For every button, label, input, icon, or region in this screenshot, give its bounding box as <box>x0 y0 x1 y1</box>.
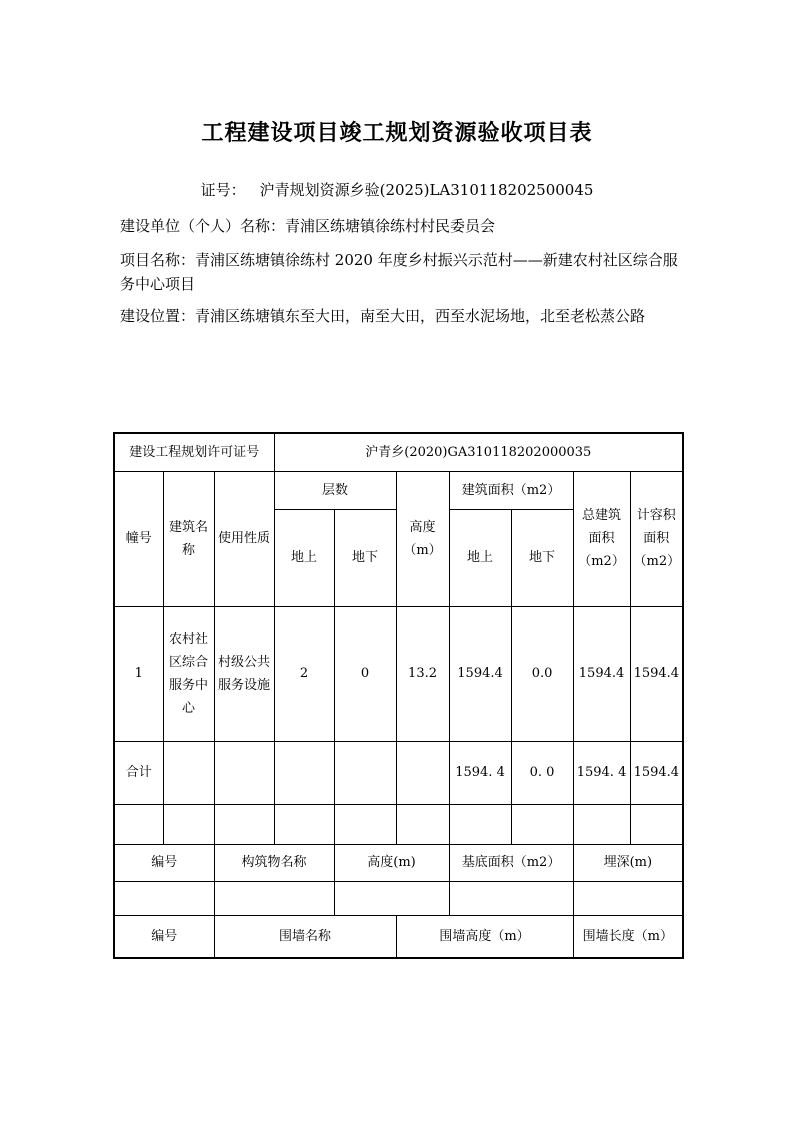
row-far-area: 1594.4 <box>630 606 683 741</box>
header-far-area: 计容积面积（m2） <box>630 471 683 606</box>
sum-area-below: 0. 0 <box>511 741 573 804</box>
blank-cell <box>630 804 683 844</box>
wall-header-height: 围墙高度（m） <box>396 915 573 958</box>
sum-total-area: 1594. 4 <box>573 741 630 804</box>
header-area: 建筑面积（m2） <box>449 471 573 509</box>
wall-header-name: 围墙名称 <box>214 915 396 958</box>
certificate-number <box>0 179 794 200</box>
certificate-value: 沪青规划资源乡验(2025)LA310118202500045 <box>259 181 594 199</box>
document-title: 工程建设项目竣工规划资源验收项目表 <box>201 120 593 146</box>
struct-header-depth: 埋深(m) <box>573 844 683 881</box>
wall-header-no: 编号 <box>114 915 214 958</box>
struct-header-no: 编号 <box>114 844 214 881</box>
row-area-below: 0.0 <box>511 606 573 741</box>
blank-cell <box>214 804 274 844</box>
header-use: 使用性质 <box>214 471 274 606</box>
blank-cell <box>163 804 214 844</box>
struct-empty <box>573 881 683 915</box>
row-floors-below: 0 <box>334 606 396 741</box>
sum-empty-2 <box>214 741 274 804</box>
permit-value: 沪青乡(2020)GA310118202000035 <box>274 433 683 471</box>
struct-empty <box>334 881 449 915</box>
sum-empty-1 <box>163 741 214 804</box>
blank-cell <box>511 804 573 844</box>
header-area-above: 地上 <box>449 509 511 606</box>
header-floors: 层数 <box>274 471 396 509</box>
blank-cell <box>573 804 630 844</box>
sum-area-above: 1594. 4 <box>449 741 511 804</box>
row-area-above: 1594.4 <box>449 606 511 741</box>
project-line: 项目名称：青浦区练塘镇徐练村 2020 年度乡村振兴示范村——新建农村社区综合服务中心项目 <box>120 251 678 293</box>
header-total-area: 总建筑面积（m2） <box>573 471 630 606</box>
struct-header-height: 高度(m) <box>334 844 449 881</box>
row-floors-above: 2 <box>274 606 334 741</box>
struct-empty <box>214 881 334 915</box>
sum-far-area: 1594.4 <box>630 741 683 804</box>
blank-cell <box>449 804 511 844</box>
wall-header-length: 围墙长度（m） <box>573 915 683 958</box>
row-use: 村级公共服务设施 <box>214 606 274 741</box>
struct-empty <box>114 881 214 915</box>
sum-label: 合计 <box>114 741 163 804</box>
struct-header-base-area: 基底面积（m2） <box>449 844 573 881</box>
acceptance-table <box>113 432 684 959</box>
permit-label: 建设工程规划许可证号 <box>114 433 274 471</box>
struct-header-name: 构筑物名称 <box>214 844 334 881</box>
header-building-name: 建筑名称 <box>163 471 214 606</box>
blank-cell <box>274 804 334 844</box>
blank-cell <box>334 804 396 844</box>
blank-cell <box>396 804 449 844</box>
header-height: 高度（m） <box>396 471 449 606</box>
sum-empty-3 <box>274 741 334 804</box>
header-floors-below: 地下 <box>334 509 396 606</box>
sum-empty-4 <box>334 741 396 804</box>
certificate-label: 证号： <box>200 181 246 199</box>
builder-line: 建设单位（个人）名称：青浦区练塘镇徐练村村民委员会 <box>120 217 496 235</box>
sum-empty-5 <box>396 741 449 804</box>
row-building-name: 农村社区综合服务中心 <box>163 606 214 741</box>
blank-cell <box>114 804 163 844</box>
row-height: 13.2 <box>396 606 449 741</box>
row-total-area: 1594.4 <box>573 606 630 741</box>
header-floors-above: 地上 <box>274 509 334 606</box>
header-area-below: 地下 <box>511 509 573 606</box>
row-building-no: 1 <box>114 606 163 741</box>
header-building-no: 幢号 <box>114 471 163 606</box>
location-line: 建设位置：青浦区练塘镇东至大田，南至大田，西至水泥场地，北至老松蒸公路 <box>120 307 646 325</box>
struct-empty <box>449 881 573 915</box>
